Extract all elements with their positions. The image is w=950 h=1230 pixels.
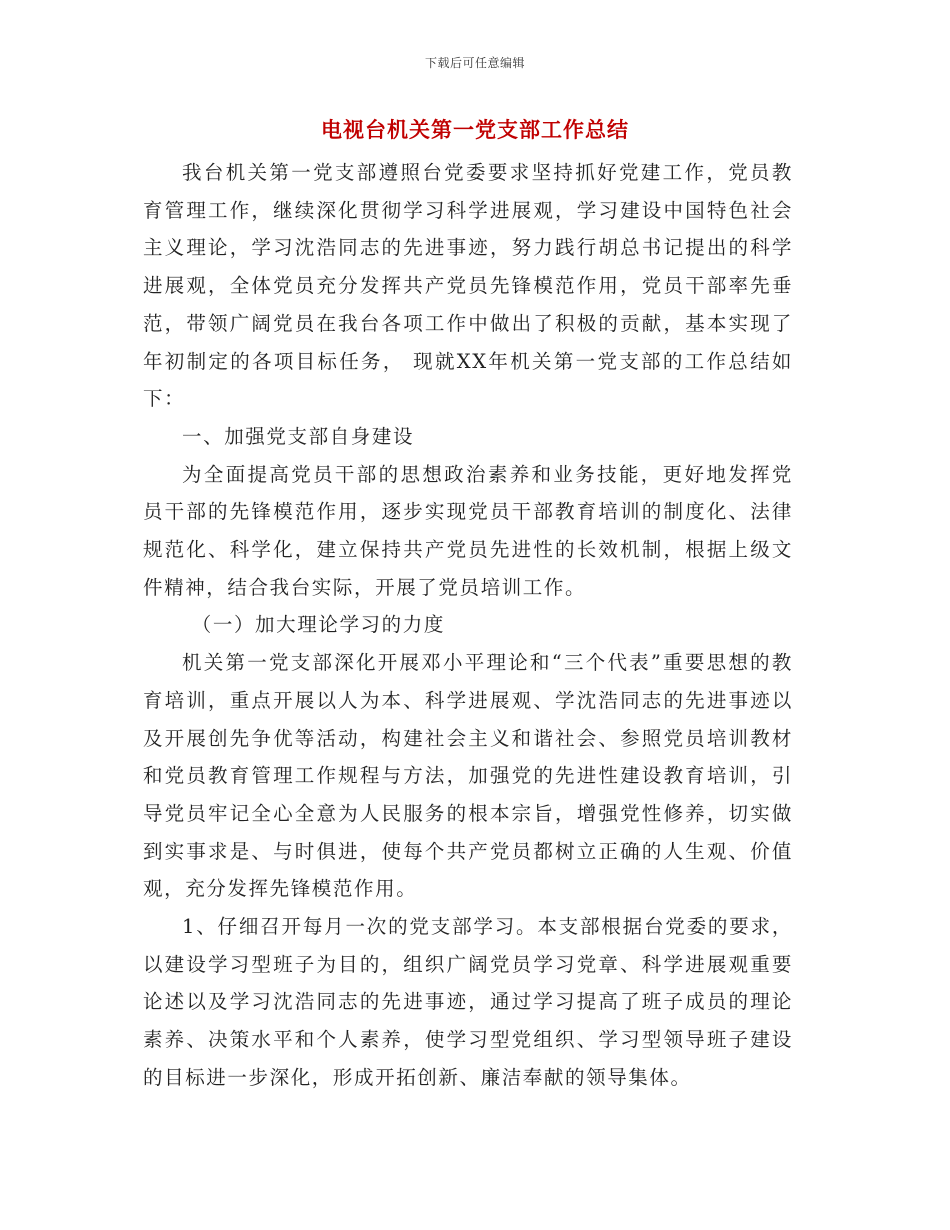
- document-body: [143, 154, 793, 1097]
- item-1-paragraph: 1、仔细召开每月一次的党支部学习。本支部根据台党委的要求，以建设学习型班子为目的，组织广阔党员学习党章、科学进展观重要论述以及学习沈浩同志的先进事迹，通过学习提高了班子成员的理论素养、决策水平和个人素养，使学习型党组织、学习型领导班子建设的目标进一步深化，形成开拓创新、廉洁奉献的领导集体。: [143, 915, 793, 1089]
- subsection-heading-1: （一）加大理论学习的力度: [191, 613, 445, 637]
- section-heading-1: 一、加强党支部自身建设: [182, 424, 415, 448]
- page-header-note: 下载后可任意编辑: [424, 56, 525, 70]
- intro-paragraph: 我台机关第一党支部遵照台党委要求坚持抓好党建工作，党员教育管理工作，继续深化贯彻学习科学进展观，学习建设中国特色社会主义理论，学习沈浩同志的先进事迹，努力践行胡总书记提出的科学进展观，全体党员充分发挥共产党员先锋模范作用，党员干部率先垂范，带领广阔党员在我台各项工作中做出了积极的贡献，基本实现了年初制定的各项目标任务， 现就XX年机关第一党支部的工作总结如下：: [143, 161, 793, 411]
- document-title: 电视台机关第一党支部工作总结: [321, 118, 629, 142]
- subsection-1-paragraph: 机关第一党支部深化开展邓小平理论和“三个代表”重要思想的教育培训，重点开展以人为本、科学进展观、学沈浩同志的先进事迹以及开展创先争优等活动，构建社会主义和谐社会、参照党员培训教材和党员教育管理工作规程与方法，加强党的先进性建设教育培训，引导党员牢记全心全意为人民服务的根本宗旨，增强党性修养，切实做到实事求是、与时俱进，使每个共产党员都树立正确的人生观、价值观，充分发挥先锋模范作用。: [143, 651, 793, 901]
- section-1-paragraph: 为全面提高党员干部的思想政治素养和业务技能，更好地发挥党员干部的先锋模范作用，逐步实现党员干部教育培训的制度化、法律规范化、科学化，建立保持共产党员先进性的长效机制，根据上级文件精神，结合我台实际，开展了党员培训工作。: [143, 462, 793, 599]
